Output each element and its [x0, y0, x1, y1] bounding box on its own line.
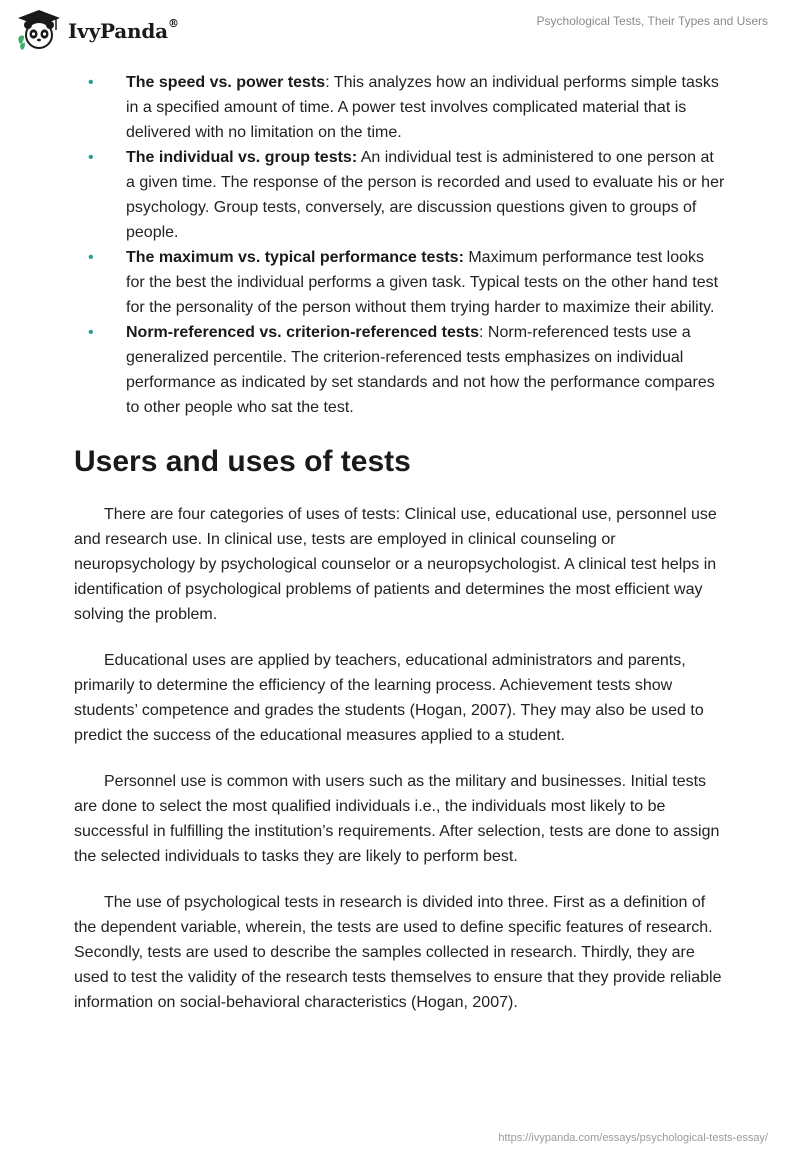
list-item-term: The maximum vs. typical performance tests:	[126, 249, 464, 266]
list-item-term: The speed vs. power tests	[126, 74, 326, 91]
list-item-text: Maximum performance test looks for the best the individual performs a given task. Typical tests on the other hand test for the personality of the person without them trying harder to maximize their ability.	[126, 249, 719, 316]
list-item-text: : Norm-referenced tests use a generalized percentile. The criterion-referenced tests emphasizes on individual performance as indicated by set standards and not how the performance compares to other people who sat the test.	[126, 324, 715, 416]
list-item-text: An individual test is administered to one person at a given time. The response of the person is recorded and used to evaluate his or her psychology. Group tests, conversely, are discussion questions given to groups of people.	[126, 149, 725, 241]
list-item	[74, 320, 726, 420]
document-title: Psychological Tests, Their Types and Users	[536, 14, 768, 28]
list-item-text: : This analyzes how an individual performs simple tasks in a specified amount of time. A power test involves complicated material that is delivered with no limitation on the time.	[126, 74, 719, 141]
list-item	[74, 145, 726, 245]
section-heading: Users and uses of tests	[74, 445, 411, 478]
footer-url[interactable]: https://ivypanda.com/essays/psychological-tests-essay/	[498, 1132, 768, 1144]
list-item	[74, 245, 726, 320]
essay-content	[74, 70, 726, 1036]
paragraph: The use of psychological tests in research is divided into three. First as a definition of the dependent variable, wherein, the tests are used to define specific features of research. Secondly, tests are used to describe the samples collected in research. Thirdly, they are used to test the validity of the research tests themselves to ensure that they provide reliable information on social-behavioral characteristics (Hogan, 2007).	[74, 894, 722, 1011]
paragraph: There are four categories of uses of tests: Clinical use, educational use, personnel use and research use. In clinical use, tests are employed in clinical counseling or neuropsychology by psychological counselor or a neuropsychologist. A clinical test helps in identification of psychological problems of patients and determines the most efficient way solving the problem.	[74, 506, 717, 623]
bullet-icon: •	[88, 249, 94, 266]
bullet-icon: •	[88, 74, 94, 91]
brand-name: IvyPanda®	[68, 17, 179, 43]
bullet-icon: •	[88, 149, 94, 166]
panda-graduate-icon	[16, 8, 62, 52]
list-item-term: The individual vs. group tests:	[126, 149, 358, 166]
list-item	[74, 70, 726, 145]
paragraph: Personnel use is common with users such as the military and businesses. Initial tests are done to select the most qualified individuals i.e., the individuals most likely to be successful in fulfilling the institution’s requirements. After selection, tests are done to assign the selected individuals to tasks they are likely to perform best.	[74, 773, 720, 865]
trademark-symbol: ®	[167, 17, 179, 30]
paragraph: Educational uses are applied by teachers, educational administrators and parents, primarily to determine the efficiency of the learning process. Achievement tests show students’ competence and grades the students (Hogan, 2007). They may also be used to predict the success of the educational measures applied to a student.	[74, 652, 704, 744]
ivypanda-logo[interactable]	[16, 8, 179, 52]
list-item-term: Norm-referenced vs. criterion-referenced tests	[126, 324, 480, 341]
bullet-icon: •	[88, 324, 94, 341]
page-header	[0, 0, 800, 70]
test-types-list	[74, 70, 726, 420]
